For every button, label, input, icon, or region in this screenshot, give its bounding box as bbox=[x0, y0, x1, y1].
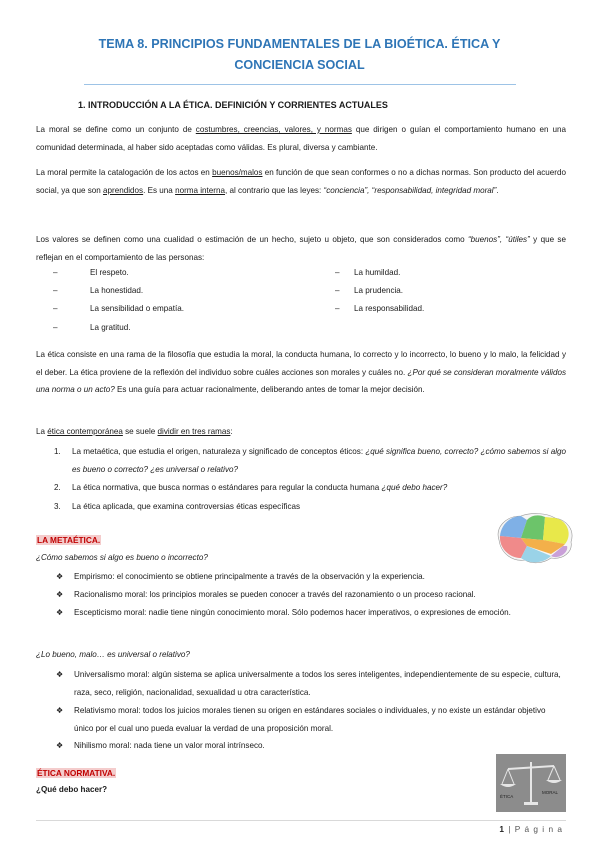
footer-divider bbox=[36, 820, 566, 821]
list-item-text: La gratitud. bbox=[90, 323, 131, 332]
section-heading-metaetica: LA METAÉTICA. bbox=[37, 535, 101, 545]
list-number: 3. bbox=[54, 502, 61, 511]
scales-illustration bbox=[496, 754, 566, 812]
text: La moral permite la catalogación de los actos en bbox=[36, 168, 213, 177]
scales-label-right: MORAL bbox=[542, 790, 559, 795]
diamond-bullet-icon: ❖ bbox=[56, 590, 64, 599]
list-item-text: Empirismo: el conocimiento se obtiene principalmente a través de la observación y la experiencia. bbox=[74, 572, 425, 581]
text: , al contrario que las leyes: bbox=[225, 185, 324, 195]
paragraph-ethics bbox=[36, 346, 566, 399]
section-heading-introduction: 1. INTRODUCCIÓN A LA ÉTICA. DEFINICIÓN Y CORRIENTES ACTUALES bbox=[78, 100, 388, 110]
diamond-bullet-icon: ❖ bbox=[56, 608, 64, 617]
brain-illustration bbox=[491, 510, 577, 568]
list-number: 2. bbox=[54, 483, 61, 492]
dash-marker: – bbox=[335, 268, 340, 277]
underlined-text: norma interna bbox=[175, 185, 226, 195]
page-footer bbox=[499, 824, 563, 834]
list-item-text: Nihilismo moral: nada tiene un valor moral intrínseco. bbox=[74, 741, 265, 750]
list-item-text: La sensibilidad o empatía. bbox=[90, 304, 185, 313]
italic-text: “conciencia”, “responsabilidad, integridad moral” bbox=[323, 185, 497, 195]
list-item-text: Escepticismo moral: nadie tiene ningún conocimiento moral. Sólo podemos hacer imperativos, o expresiones de emoción. bbox=[74, 608, 511, 617]
italic-text: ¿qué significa bueno, correcto? ¿cómo sabemos si algo es bueno o correcto? ¿es universal o relativo? bbox=[72, 447, 567, 474]
question-what-should-i-do: ¿Qué debo hacer? bbox=[36, 785, 108, 794]
list-item-text: La humildad. bbox=[354, 268, 401, 277]
paragraph-contemporary-ethics bbox=[36, 423, 566, 441]
text: en función de que sean conformes o no a dichas normas. Son producto del acuerdo social, ya que son bbox=[36, 168, 567, 195]
text: La ética aplicada, que examina controversias éticas específicas bbox=[72, 502, 301, 511]
italic-text: ¿qué debo hacer? bbox=[381, 483, 448, 492]
underlined-text: costumbres, creencias, valores, y normas bbox=[195, 125, 352, 134]
italic-text: ¿Por qué se consideran moralmente válidos una norma o un acto? bbox=[36, 367, 567, 394]
dash-marker: – bbox=[335, 286, 340, 295]
dash-marker: – bbox=[53, 304, 58, 313]
list-number: 1. bbox=[54, 447, 61, 456]
scales-label-left: ÉTICA bbox=[500, 794, 514, 799]
text: . bbox=[496, 185, 499, 195]
section-heading-etica-normativa: ÉTICA NORMATIVA. bbox=[37, 768, 116, 778]
document-title bbox=[40, 34, 559, 76]
paragraph-values bbox=[36, 231, 566, 266]
title-line-1: TEMA 8. PRINCIPIOS FUNDAMENTALES DE LA BIOÉTICA. ÉTICA Y bbox=[98, 37, 501, 51]
underlined-text: ética contemporánea bbox=[47, 427, 123, 436]
title-underline bbox=[84, 84, 516, 85]
question-universal-or-relative: ¿Lo bueno, malo… es universal o relativo? bbox=[36, 650, 190, 659]
text: que dirigen o guían el comportamiento humano en una comunidad determinada, al haber sido aceptadas como válidas. Es plural, diversa y cambiante. bbox=[36, 125, 566, 152]
text: : bbox=[230, 427, 233, 436]
text: La metaética, que estudia el origen, naturaleza y significado de conceptos éticos: bbox=[72, 447, 366, 456]
footer-separator: | bbox=[505, 824, 515, 834]
dash-marker: – bbox=[335, 304, 340, 313]
list-item bbox=[54, 443, 566, 478]
underlined-text: buenos/malos bbox=[212, 168, 263, 177]
diamond-bullet-icon: ❖ bbox=[56, 670, 64, 679]
list-item-text: La responsabilidad. bbox=[354, 304, 425, 313]
italic-text: “buenos”, “útiles” bbox=[467, 235, 530, 244]
text: y que se reflejan en el comportamiento de las personas: bbox=[36, 235, 566, 262]
diamond-bullet-icon: ❖ bbox=[56, 706, 64, 715]
text: Los valores se definen como una cualidad o estimación de un hecho, sujeto u objeto, que son considerados como bbox=[36, 235, 468, 244]
underlined-text: dividir en tres ramas bbox=[157, 427, 231, 436]
list-item-text: La honestidad. bbox=[90, 286, 144, 295]
diamond-bullet-icon: ❖ bbox=[56, 572, 64, 581]
dash-marker: – bbox=[53, 323, 58, 332]
text: . Es una bbox=[143, 185, 176, 195]
title-line-2: CONCIENCIA SOCIAL bbox=[234, 58, 365, 72]
paragraph-moral-definition bbox=[36, 121, 566, 156]
diamond-bullet-icon: ❖ bbox=[56, 741, 64, 750]
text: La bbox=[36, 427, 48, 436]
text: La ética normativa, que busca normas o estándares para regular la conducta humana bbox=[72, 483, 382, 492]
text: se suele bbox=[122, 427, 158, 436]
question-good-or-incorrect: ¿Cómo sabemos si algo es bueno o incorrecto? bbox=[36, 553, 208, 562]
dash-marker: – bbox=[53, 286, 58, 295]
text: La ética consiste en una rama de la filosofía que estudia la moral, la conducta humana, lo correcto y lo incorrecto, lo bueno y lo malo, la felicidad y el deber. La ética proviene de la reflexión del individuo sobre cuáles acciones son morales y cuáles no. bbox=[36, 350, 566, 377]
underlined-text: aprendidos bbox=[103, 185, 144, 195]
page-label: P á g i n a bbox=[514, 824, 563, 834]
text: La moral se define como un conjunto de bbox=[36, 125, 196, 134]
list-item-text: Relativismo moral: todos los juicios morales tienen su origen en estándares sociales o individuales, y no existe un estándar objetivo único por el cual uno pueda evaluar la verdad de una proposición moral. bbox=[74, 706, 546, 733]
paragraph-moral-catalog bbox=[36, 164, 566, 199]
dash-marker: – bbox=[53, 268, 58, 277]
page-number: 1 bbox=[499, 824, 506, 834]
list-item-text: Racionalismo moral: los principios morales se pueden conocer a través del razonamiento o un proceso racional. bbox=[74, 590, 476, 599]
list-item-text: El respeto. bbox=[90, 268, 129, 277]
list-item-text: Universalismo moral: algún sistema se aplica universalmente a todos los seres inteligentes, independientemente de su especie, cultura, raza, seco, religión, nacionalidad, sexualidad u otra característica. bbox=[74, 670, 561, 697]
list-item-text: La prudencia. bbox=[354, 286, 404, 295]
text: Es una guía para actuar racionalmente, deliberando antes de tomar la mejor decisión. bbox=[114, 385, 425, 394]
